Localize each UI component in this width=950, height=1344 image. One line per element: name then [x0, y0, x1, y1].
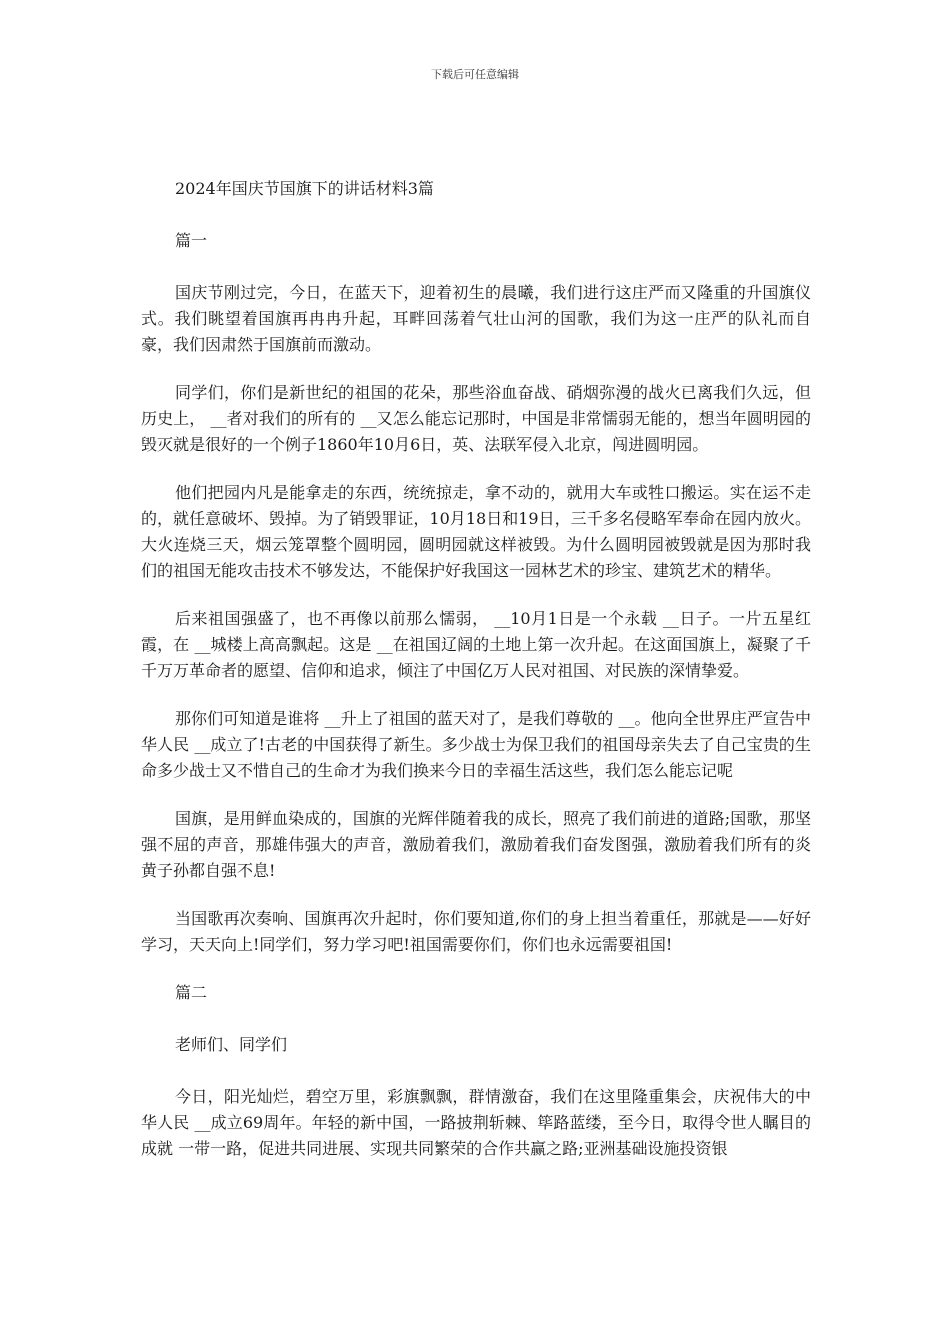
paragraph: 同学们，你们是新世纪的祖国的花朵，那些浴血奋战、硝烟弥漫的战火已离我们久远，但历史上， __者对我们的所有的 __又怎么能忘记那时，中国是非常懦弱无能的，想当年圆明园的毁灭就是很好的一个例子1860年10月6日，英、法联军侵入北京，闯进圆明园。: [141, 383, 811, 454]
section-heading-2: 篇二: [175, 983, 208, 1002]
paragraph: 今日，阳光灿烂，碧空万里，彩旗飘飘，群情激奋，我们在这里隆重集会，庆祝伟大的中华人民 __成立69周年。年轻的新中国，一路披荆斩棘、筚路蓝缕，至今日，取得令世人瞩目的成就 一带一路，促进共同进展、实现共同繁荣的合作共赢之路;亚洲基础设施投资银: [141, 1087, 811, 1158]
paragraph: 后来祖国强盛了，也不再像以前那么懦弱， __10月1日是一个永载 __日子。一片五星红霞，在 __城楼上高高飘起。这是 __在祖国辽阔的土地上第一次升起。在这面国旗上，凝聚了千千万万革命者的愿望、信仰和追求，倾注了中国亿万人民对祖国、对民族的深情挚爱。: [141, 609, 811, 680]
paragraph: 那你们可知道是谁将 __升上了祖国的蓝天对了，是我们尊敬的 __。他向全世界庄严宣告中华人民 __成立了!古老的中国获得了新生。多少战士为保卫我们的祖国母亲失去了自己宝贵的生命多少战士又不惜自己的生命才为我们换来今日的幸福生活这些，我们怎么能忘记呢: [141, 709, 811, 780]
document-title: 2024年国庆节国旗下的讲话材料3篇: [175, 179, 434, 198]
paragraph: 国庆节刚过完，今日，在蓝天下，迎着初生的晨曦，我们进行这庄严而又隆重的升国旗仪式。我们眺望着国旗再冉冉升起，耳畔回荡着气壮山河的国歌，我们为这一庄严的队礼而自豪，我们因肃然于国旗前而激动。: [141, 283, 811, 354]
page-header-note: 下载后可任意编辑: [431, 68, 519, 81]
greeting-line: 老师们、同学们: [175, 1035, 288, 1054]
paragraph: 当国歌再次奏响、国旗再次升起时，你们要知道,你们的身上担当着重任，那就是——好好学习，天天向上!同学们，努力学习吧!祖国需要你们，你们也永远需要祖国!: [141, 909, 811, 954]
document-body: [141, 176, 811, 1184]
paragraph: 他们把园内凡是能拿走的东西，统统掠走，拿不动的，就用大车或牲口搬运。实在运不走的，就任意破坏、毁掉。为了销毁罪证，10月18日和19日，三千多名侵略军奉命在园内放火。大火连烧三天，烟云笼罩整个圆明园，圆明园就这样被毁。为什么圆明园被毁就是因为那时我们的祖国无能攻击技术不够发达，不能保护好我国这一园林艺术的珍宝、建筑艺术的精华。: [141, 483, 811, 580]
section-heading-1: 篇一: [175, 231, 208, 250]
paragraph: 国旗，是用鲜血染成的，国旗的光辉伴随着我的成长，照亮了我们前进的道路;国歌，那坚强不屈的声音，那雄伟强大的声音，激励着我们，激励着我们奋发图强，激励着我们所有的炎黄子孙都自强不息!: [141, 809, 811, 880]
